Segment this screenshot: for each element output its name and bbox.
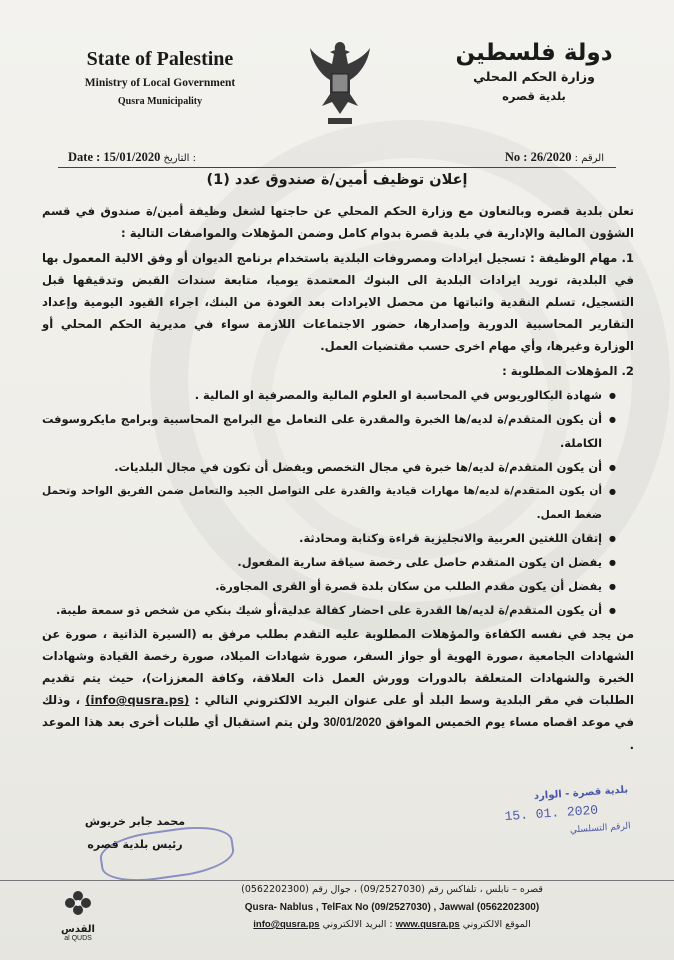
footer-email-link[interactable]: info@qusra.ps (253, 919, 320, 930)
section1-number: 1. (621, 251, 634, 265)
footer-contact-ar: قصره – نابلس ، تلفاكس رقم (09/2527030) ، جوال رقم (0562202300) (241, 884, 543, 895)
deadline-date: 30/01/2020 (323, 716, 382, 730)
list-item: ● أن يكون المتقدم/ة لديه/ها خبرة في مجال التخصص ويفضل أن تكون في مجال البلديات. (42, 456, 616, 480)
mayor-title: رئيس بلدية قصره (87, 838, 183, 851)
header-english (40, 48, 280, 107)
closing-paragraph (42, 623, 634, 756)
document-date (68, 150, 196, 165)
deadline-text: ، وذلك في موعد اقصاه مساء يوم الخميس الموافق (42, 693, 634, 730)
footer-website-label: الموقع الالكتروني (462, 919, 531, 930)
logo-text-en: al QUDS (64, 935, 92, 942)
state-name-en: State of Palestine (86, 48, 234, 70)
list-item: ● أن يكون المتقدم/ة لديه/ها مهارات قيادية والقدرة على التواصل الجيد والتعامل ضمن الفريق الواحد وتحمل ضغط العمل. (42, 480, 616, 528)
qualifications-list (42, 384, 634, 623)
number-ar-label: الرقم : (574, 153, 604, 164)
received-stamp (468, 784, 632, 855)
footer-contact (150, 884, 634, 930)
list-item: ● أن يكون المتقدم/ة لديه/ها الخبرة والمقدرة على التعامل مع البرامج المحاسبية وبرامج مايكروسوفت الكاملة. (42, 408, 616, 456)
section2-heading: المؤهلات المطلوبة : (502, 364, 618, 378)
announcement-body (42, 200, 634, 756)
date-en: Date : 15/01/2020 (68, 150, 161, 164)
footer-web (150, 919, 634, 930)
mayor-signature (70, 815, 200, 851)
section-qualifications (42, 360, 634, 623)
section2-number: 2. (621, 364, 634, 378)
mayor-name: محمد جابر خريوش (84, 815, 186, 828)
list-item: ● يفضل ان يكون المتقدم حاصل على رخصة سياقة سارية المفعول. (42, 551, 616, 575)
ministry-name-ar: وزارة الحكم المحلي (473, 69, 595, 84)
section1-text: تسجيل ايرادات ومصروفات البلدية باستخدام برنامج الديوان أو وفق الالية المعمول بها في البلدية، توريد ايرادات البلدية الى البنوك المعتمدة يوميا، متابعة سندات القبض وتدقيقها قبل التسجيل، تسلم النقدية واثباتها من محصل الايرادات بعد العودة من البنك، اجراء القيود اليومية وإعداد التقارير المحاسبية الدورية وإصدارها، حضور الاجتماعات اللازمة سواء في مديرية الحكم المحلي أو الوزارة وغيرها، وأي مهام اخرى حسب مقتضيات العمل. (42, 251, 634, 353)
received-stamp-serial-label: الرقم التسلسلي (569, 821, 631, 836)
section1-heading: مهام الوظيفة : (530, 251, 618, 265)
al-quds-logo-icon (61, 888, 95, 918)
document-number (505, 150, 604, 165)
application-email-link[interactable]: (info@qusra.ps) (85, 693, 190, 708)
list-item: ● أن يكون المتقدم/ة لديه/ها القدرة على احضار كفالة عدلية،أو شيك بنكي من شخص ذو سمعة طيبة. (42, 599, 616, 623)
municipality-name-en: Qusra Municipality (117, 96, 203, 107)
header-divider (58, 167, 616, 168)
number-en: No : 26/2020 (504, 150, 572, 164)
al-quds-logo (48, 888, 108, 942)
section-job-duties (42, 247, 634, 357)
footer-divider (0, 880, 674, 881)
state-name-ar: دولة فلسطين (455, 40, 613, 66)
logo-text-ar: القدس (61, 924, 95, 935)
list-item: ● شهادة البكالوريوس في المحاسبة او العلوم المالية والمصرفية او المالية . (42, 384, 616, 408)
announcement-title: إعلان توظيف أمين/ة صندوق عدد (1) (206, 172, 468, 188)
date-ar-label: التاريخ : (163, 153, 197, 164)
closing-text: من يجد في نفسه الكفاءة والمؤهلات المطلوبة عليه التقدم بطلب مرفق به (السيرة الذاتية ، صورة عن الشهادات الجامعية ،صورة الهوية أو جواز السفر، صورة شهادات الميلاد، صورة رخصة القيادة وشهادات الخبرة والشهادات المتعلقة بالدورات وورش العمل ذات العلاقة، وكافة المعززات)، حيث يتم تقديم الطلبات في مقر البلدية وسط البلد أو على عنوان البريد الالكتروني التالي : (42, 627, 634, 708)
list-item: ● يفضل أن يكون مقدم الطلب من سكان بلدة قصرة أو القرى المجاورة. (42, 575, 616, 599)
footer-email-label: البريد الالكتروني : (322, 919, 393, 930)
footer-contact-en: Qusra- Nablus , TelFax No (09/2527030) , Jawwal (0562202300) (244, 902, 540, 913)
final-note: ولن يتم استقبال أي طلبات أخرى بعد هذا الموعد . (42, 715, 634, 753)
ministry-name-en: Ministry of Local Government (84, 77, 236, 89)
list-item: ● إتقان اللغتين العربية والانجليزية قراءة وكتابة ومحادثة. (42, 527, 616, 551)
palestine-eagle-emblem-icon (308, 34, 372, 130)
municipality-name-ar: بلدية قصره (502, 89, 566, 103)
received-stamp-label: بلدية قصرة - الوارد (533, 784, 629, 803)
received-stamp-date: 15. 01. 2020 (504, 802, 599, 825)
intro-paragraph: تعلن بلدية قصره وبالتعاون مع وزارة الحكم المحلي عن حاجتها لشغل وظيفة أمين/ة صندوق في قسم الشؤون المالية والإدارية في بلدية قصرة بدوام كامل وضمن المؤهلات والمواصفات التالية : (42, 204, 634, 240)
footer-website-link[interactable]: www.qusra.ps (395, 919, 460, 930)
header-arabic (434, 40, 634, 103)
